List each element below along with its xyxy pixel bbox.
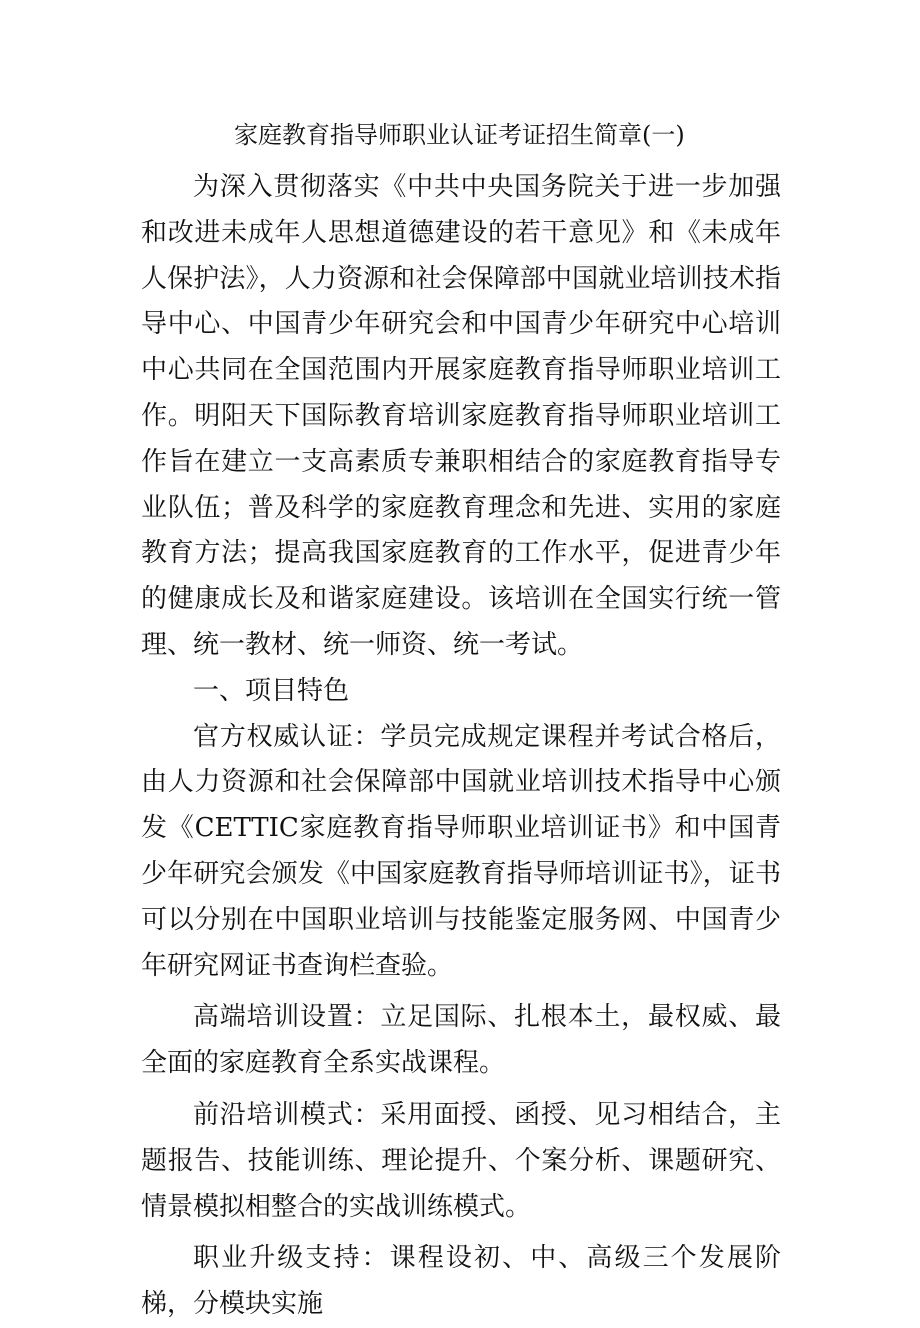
document-body xyxy=(141,165,781,1328)
document-title: 家庭教育指导师职业认证考证招生简章(一) xyxy=(234,121,685,149)
paragraph-intro: 为深入贯彻落实《中共中央国务院关于进一步加强和改进未成年人思想道德建设的若干意见》和《未成年人保护法》，人力资源和社会保障部中国就业培训技术指导中心、中国青少年研究会和中国青少年研究中心培训中心共同在全国范围内开展家庭教育指导师职业培训工作。明阳天下国际教育培训家庭教育指导师职业培训工作旨在建立一支高素质专兼职相结合的家庭教育指导专业队伍；普及科学的家庭教育理念和先进、实用的家庭教育方法；提高我国家庭教育的工作水平，促进青少年的健康成长及和谐家庭建设。该培训在全国实行统一管理、统一教材、统一师资、统一考试。 xyxy=(141,172,781,660)
paragraph-training-setup: 高端培训设置：立足国际、扎根本土，最权威、最全面的家庭教育全系实战课程。 xyxy=(141,1002,781,1079)
paragraph-official-certification: 官方权威认证：学员完成规定课程并考试合格后，由人力资源和社会保障部中国就业培训技术指导中心颁发《CETTIC家庭教育指导师职业培训证书》和中国青少年研究会颁发《中国家庭教育指导师培训证书》，证书可以分别在中国职业培训与技能鉴定服务网、中国青少年研究网证书查询栏查验。 xyxy=(141,721,781,981)
paragraph-training-mode: 前沿培训模式：采用面授、函授、见习相结合，主题报告、技能训练、理论提升、个案分析、课题研究、情景模拟相整合的实战训练模式。 xyxy=(141,1099,781,1222)
paragraph-career-support: 职业升级支持：课程设初、中、高级三个发展阶梯，分模块实施 xyxy=(141,1243,781,1320)
section-heading-features: 一、项目特色 xyxy=(193,675,350,706)
